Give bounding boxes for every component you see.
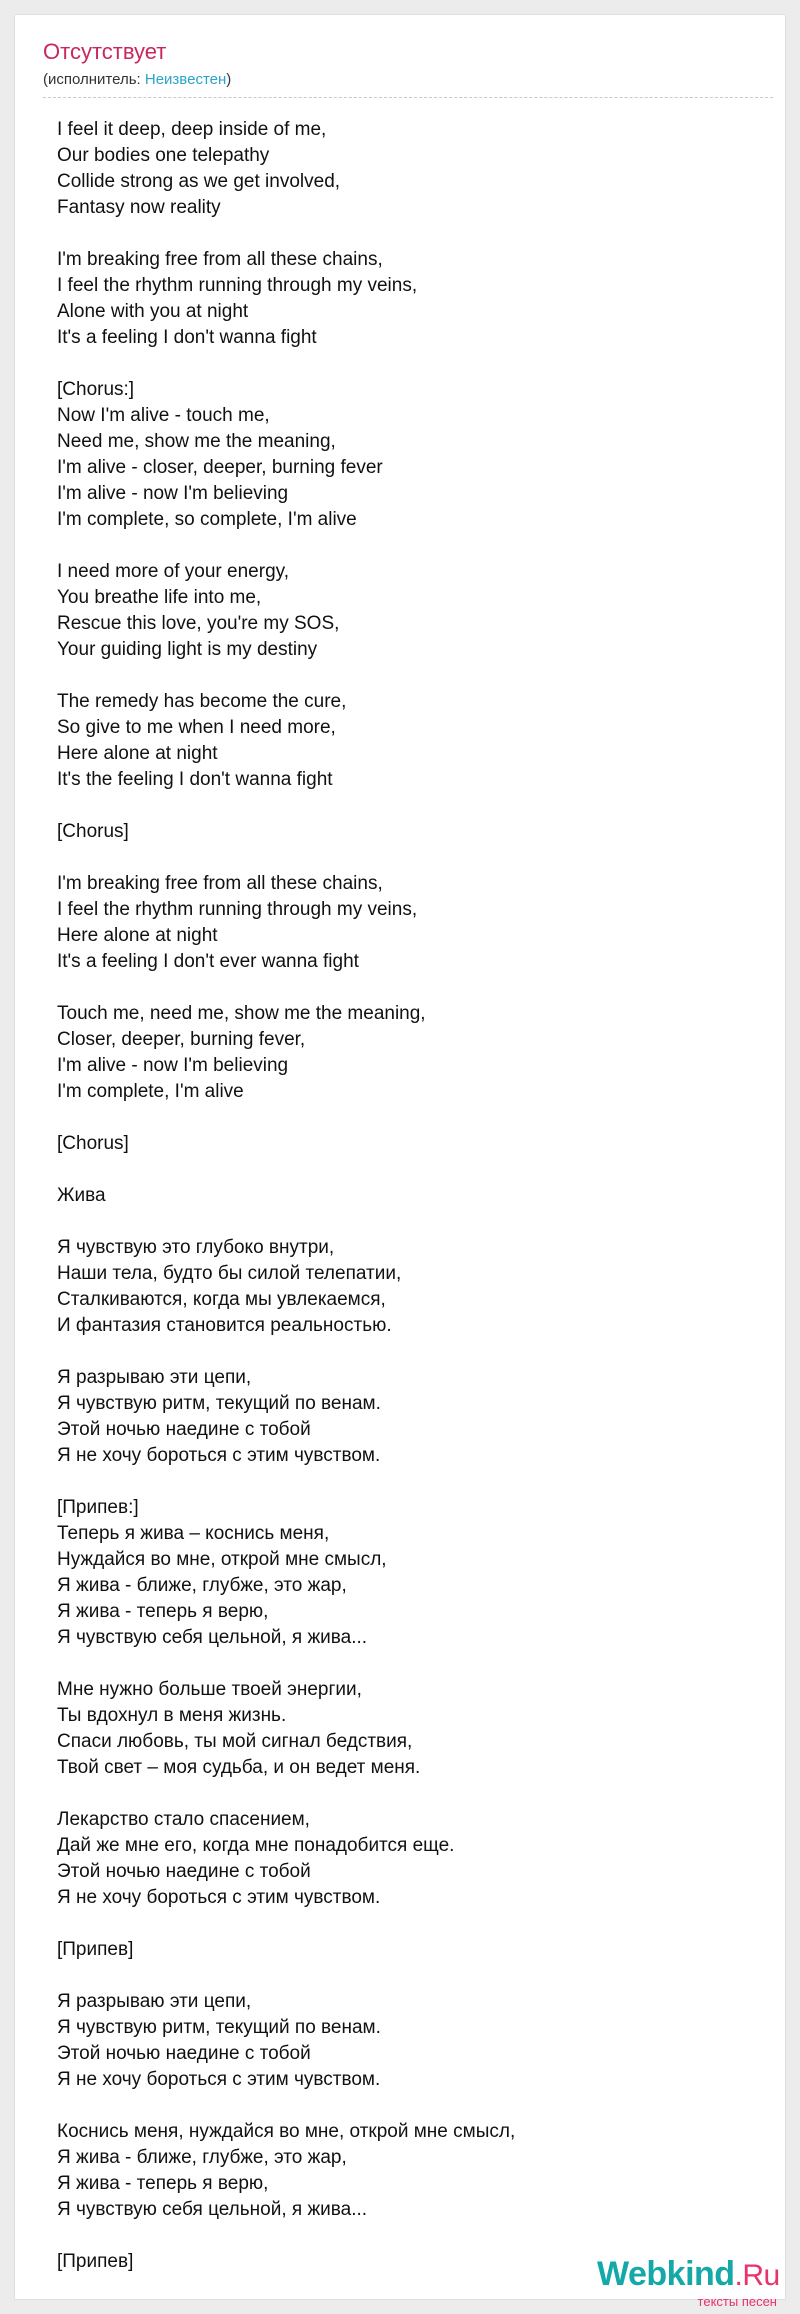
content-card (14, 14, 786, 2309)
logo-wordmark (597, 2257, 780, 2291)
lyric-line: I feel the rhythm running through my veins, (57, 275, 418, 296)
lyric-line: I'm alive - now I'm believing (57, 1055, 289, 1076)
lyrics-stanza (57, 247, 757, 351)
lyric-line: Я не хочу бороться с этим чувством. (57, 2069, 381, 2090)
lyric-line: Я чувствую ритм, текущий по венам. (57, 2017, 381, 2038)
lyrics-stanza (57, 871, 757, 975)
lyric-line: И фантазия становится реальностью. (57, 1315, 392, 1336)
lyric-line: Closer, deeper, burning fever, (57, 1029, 306, 1050)
lyric-line: I'm alive - closer, deeper, burning fever (57, 457, 383, 478)
lyric-line: Этой ночью наедине с тобой (57, 2043, 311, 2064)
lyrics-stanza (57, 1235, 757, 1339)
header-divider (43, 97, 773, 98)
lyric-line: Этой ночью наедине с тобой (57, 1861, 311, 1882)
lyric-line: Our bodies one telepathy (57, 145, 270, 166)
lyrics-stanza (57, 1001, 757, 1105)
performer-prefix: (исполнитель: (43, 71, 145, 88)
webkind-logo[interactable] (597, 2257, 787, 2313)
lyric-line: I need more of your energy, (57, 561, 289, 582)
lyric-line: [Припев] (57, 1939, 134, 1960)
lyric-line: Я чувствую ритм, текущий по венам. (57, 1393, 381, 1414)
lyric-line: Я жива - ближе, глубже, это жар, (57, 1575, 347, 1596)
lyric-line: Наши тела, будто бы силой телепатии, (57, 1263, 402, 1284)
lyric-line: [Припев] (57, 2251, 134, 2272)
lyric-line: I'm alive - now I'm believing (57, 483, 289, 504)
lyric-line: Rescue this love, you're my SOS, (57, 613, 340, 634)
lyric-line: Дай же мне его, когда мне понадобится еще. (57, 1835, 455, 1856)
lyric-line: Я не хочу бороться с этим чувством. (57, 1887, 381, 1908)
lyric-line: You breathe life into me, (57, 587, 262, 608)
lyric-line: So give to me when I need more, (57, 717, 336, 738)
lyrics-stanza (57, 1807, 757, 1911)
lyric-line: Этой ночью наедине с тобой (57, 1419, 311, 1440)
lyrics-stanza (57, 689, 757, 793)
lyrics-stanza (57, 819, 757, 845)
lyric-line: Collide strong as we get involved, (57, 171, 341, 192)
logo-tld: .Ru (734, 2259, 780, 2292)
lyric-line: It's the feeling I don't wanna fight (57, 769, 333, 790)
logo-tagline: тексты песен (697, 2294, 777, 2309)
lyric-line: Я чувствую себя цельной, я жива... (57, 2199, 368, 2220)
lyrics-stanza (57, 1183, 757, 1209)
lyric-line: [Припев:] (57, 1497, 139, 1518)
lyric-line: Жива (57, 1185, 106, 1206)
lyrics-stanza (57, 1131, 757, 1157)
lyric-line: Now I'm alive - touch me, (57, 405, 270, 426)
lyric-line: It's a feeling I don't ever wanna fight (57, 951, 359, 972)
lyric-line: Твой свет – моя судьба, и он ведет меня. (57, 1757, 421, 1778)
lyric-line: Need me, show me the meaning, (57, 431, 336, 452)
lyrics-stanza (57, 1937, 757, 1963)
lyric-line: Я не хочу бороться с этим чувством. (57, 1445, 381, 1466)
lyric-line: [Chorus] (57, 1133, 129, 1154)
lyric-line: Нуждайся во мне, открой мне смысл, (57, 1549, 387, 1570)
lyric-line: Alone with you at night (57, 301, 249, 322)
lyric-line: Я разрываю эти цепи, (57, 1367, 252, 1388)
lyric-line: Я чувствую себя цельной, я жива... (57, 1627, 368, 1648)
lyrics-stanza (57, 1677, 757, 1781)
lyric-line: The remedy has become the cure, (57, 691, 347, 712)
lyric-line: I'm breaking free from all these chains, (57, 249, 383, 270)
logo-main-text: Webkind (597, 2255, 735, 2293)
lyric-line: Fantasy now reality (57, 197, 221, 218)
lyric-line: [Chorus] (57, 821, 129, 842)
lyric-line: Мне нужно больше твоей энергии, (57, 1679, 362, 1700)
lyric-line: Коснись меня, нуждайся во мне, открой мне смысл, (57, 2121, 516, 2142)
lyric-line: Я жива - теперь я верю, (57, 1601, 269, 1622)
lyric-line: [Chorus:] (57, 379, 135, 400)
lyric-line: Спаси любовь, ты мой сигнал бедствия, (57, 1731, 413, 1752)
lyric-line: Я жива - ближе, глубже, это жар, (57, 2147, 347, 2168)
lyrics-stanza (57, 559, 757, 663)
performer-suffix: ) (226, 71, 232, 88)
lyric-line: I'm complete, I'm alive (57, 1081, 244, 1102)
lyric-line: I feel the rhythm running through my veins, (57, 899, 418, 920)
lyrics-stanza (57, 117, 757, 221)
lyric-line: I feel it deep, deep inside of me, (57, 119, 327, 140)
lyric-line: Я разрываю эти цепи, (57, 1991, 252, 2012)
lyrics-stanza (57, 377, 757, 533)
lyric-line: It's a feeling I don't wanna fight (57, 327, 317, 348)
lyric-line: Here alone at night (57, 743, 218, 764)
lyric-line: Теперь я жива – коснись меня, (57, 1523, 330, 1544)
song-title: Отсутствует (43, 39, 167, 64)
lyric-line: I'm complete, so complete, I'm alive (57, 509, 357, 530)
performer-line (43, 72, 231, 87)
lyric-line: Touch me, need me, show me the meaning, (57, 1003, 426, 1024)
lyric-line: Ты вдохнул в меня жизнь. (57, 1705, 287, 1726)
lyrics-text (57, 117, 757, 2301)
lyric-line: Я жива - теперь я верю, (57, 2173, 269, 2194)
lyric-line: Сталкиваются, когда мы увлекаемся, (57, 1289, 386, 1310)
lyric-line: Here alone at night (57, 925, 218, 946)
lyrics-stanza (57, 2119, 757, 2223)
lyrics-stanza (57, 1495, 757, 1651)
lyric-line: Я чувствую это глубоко внутри, (57, 1237, 335, 1258)
lyric-line: I'm breaking free from all these chains, (57, 873, 383, 894)
performer-link[interactable]: Неизвестен (144, 71, 227, 88)
lyric-line: Your guiding light is my destiny (57, 639, 318, 660)
lyric-line: Лекарство стало спасением, (57, 1809, 310, 1830)
lyrics-stanza (57, 1989, 757, 2093)
lyrics-stanza (57, 1365, 757, 1469)
